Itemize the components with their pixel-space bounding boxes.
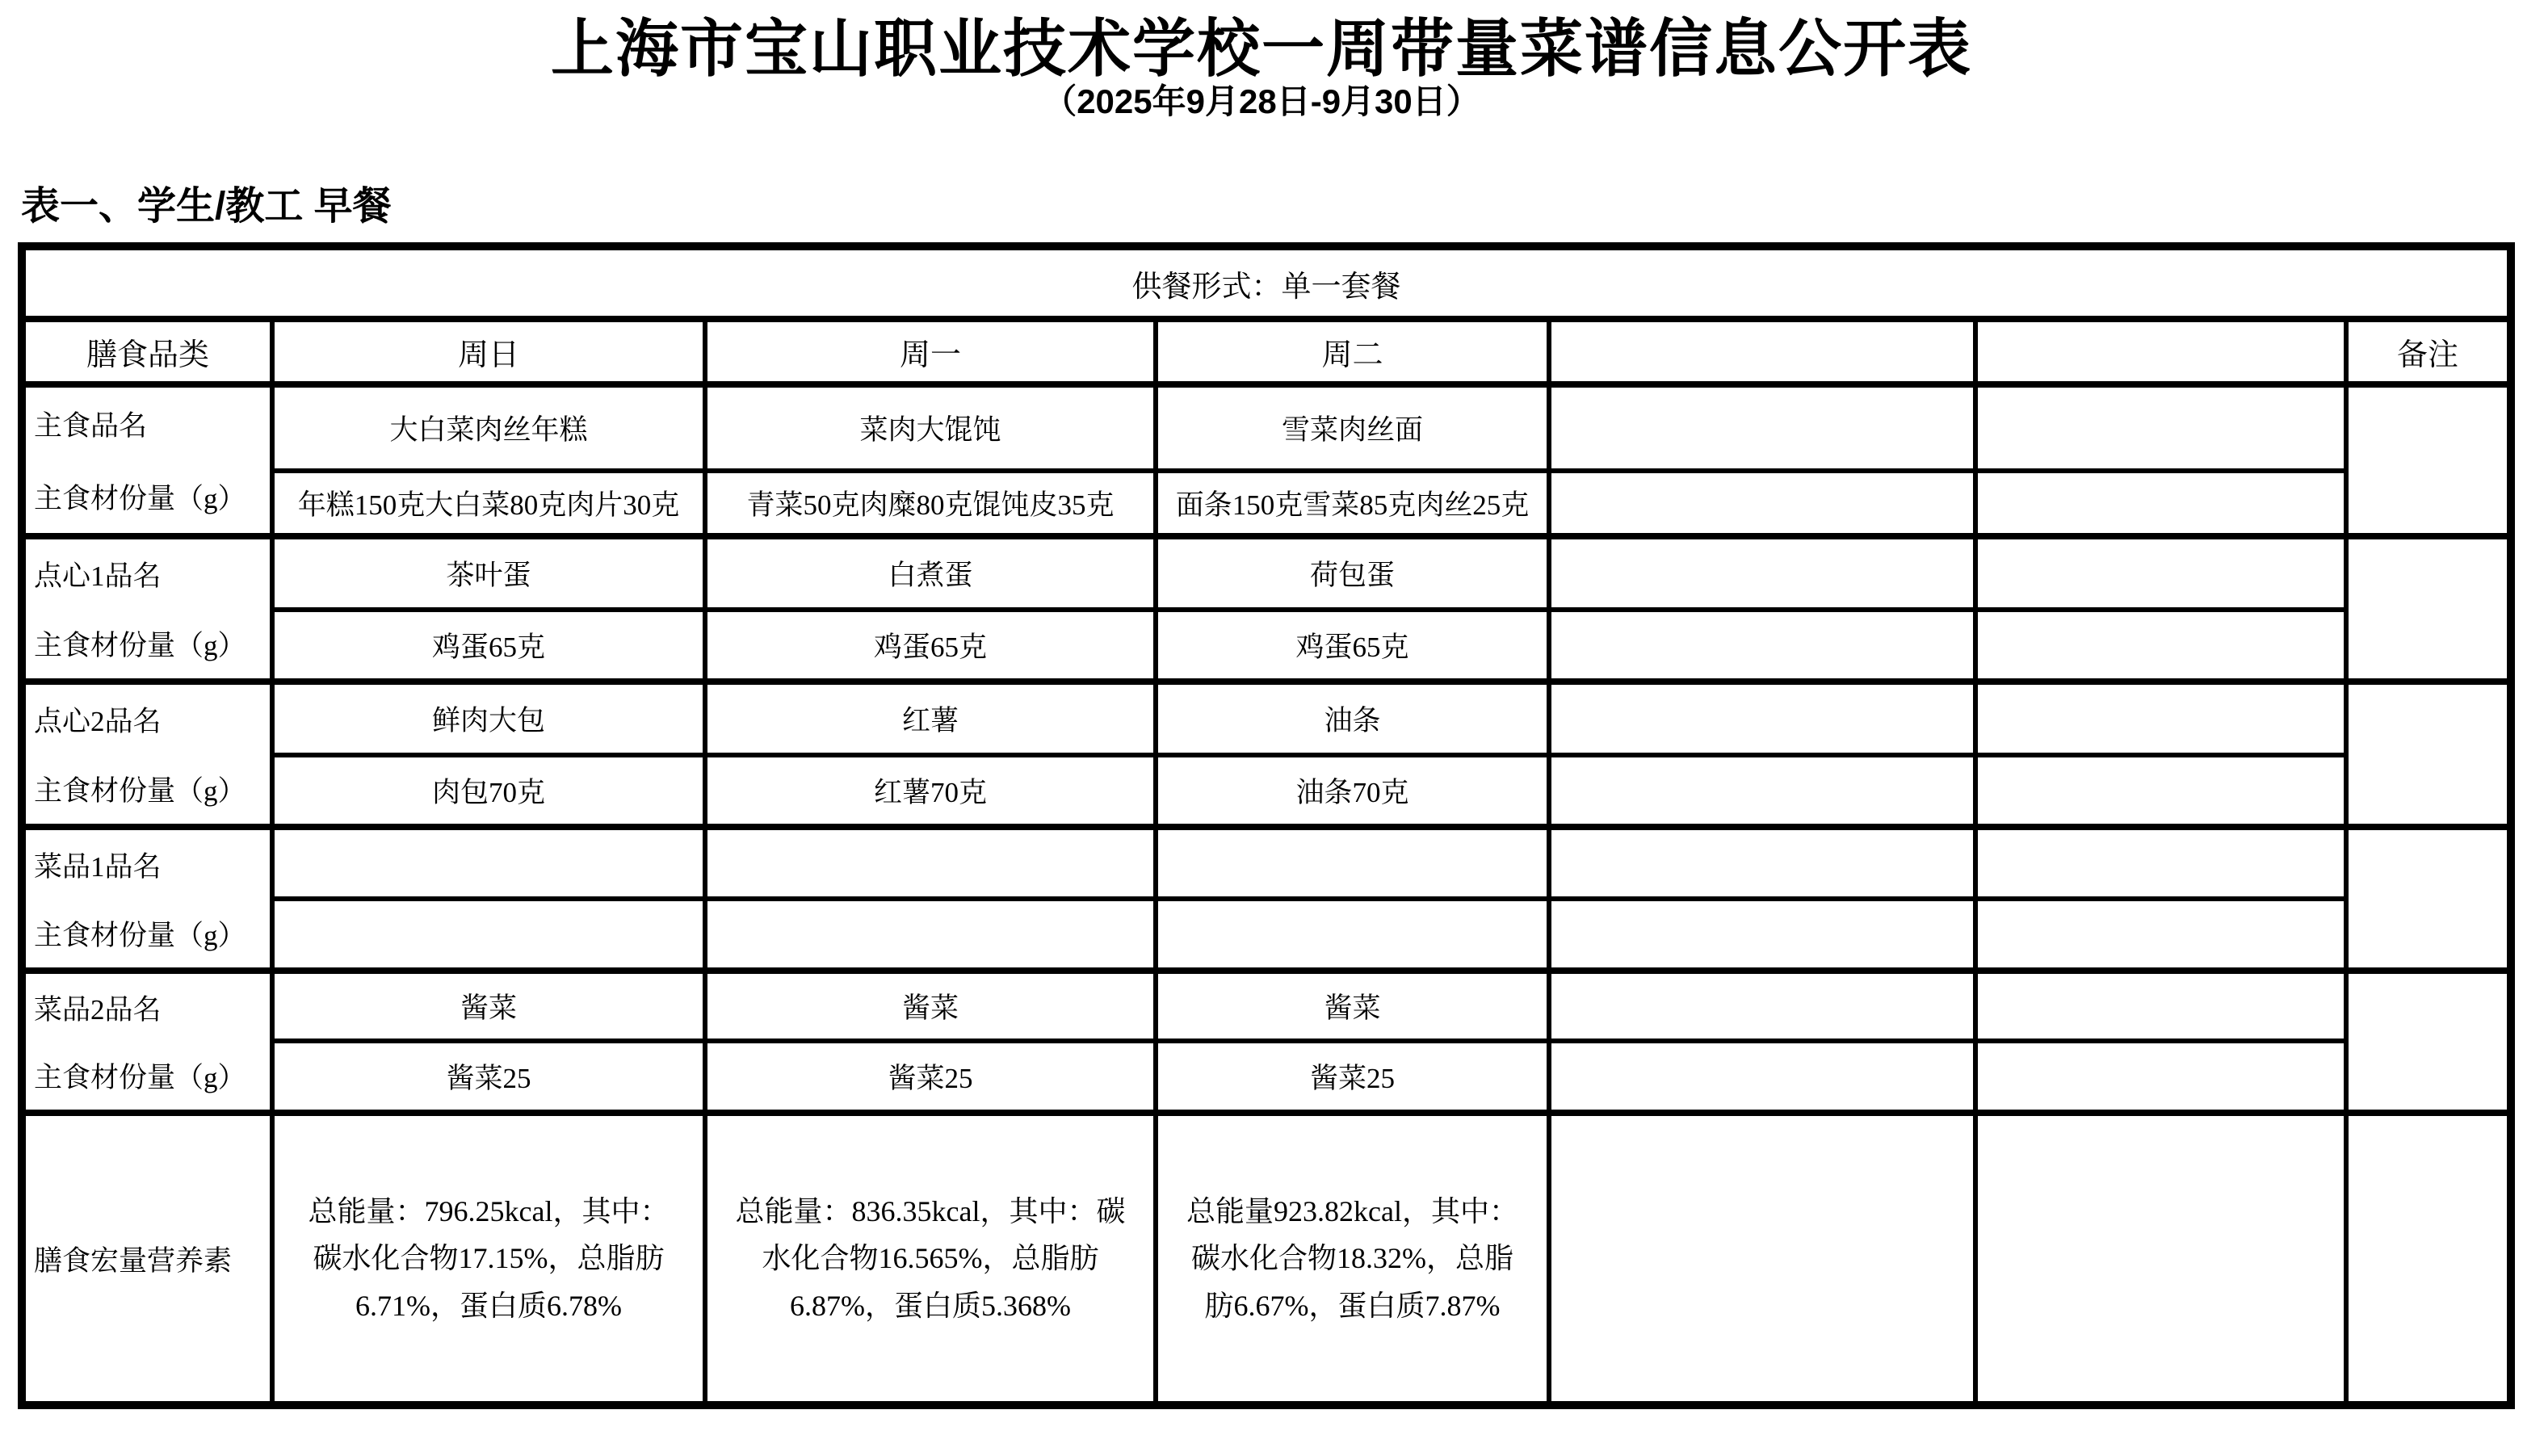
dish2-qty-empty-2 bbox=[1978, 1043, 2349, 1116]
service-note: 供餐形式：单一套餐 bbox=[26, 250, 2507, 322]
dish1-qty-tuesday bbox=[1158, 901, 1551, 974]
staple-name-monday: 菜肉大馄饨 bbox=[707, 388, 1158, 473]
nutrition-empty-1 bbox=[1551, 1116, 1978, 1401]
dish2-name-sunday: 酱菜 bbox=[275, 974, 707, 1043]
staple-qty-tuesday: 面条150克雪菜85克肉丝25克 bbox=[1158, 473, 1551, 539]
snack2-qty-empty-2 bbox=[1978, 757, 2349, 830]
snack1-qty-monday: 鸡蛋65克 bbox=[707, 612, 1158, 685]
header-empty-2 bbox=[1978, 322, 2349, 388]
row-label-snack2-qty: 主食材份量（g） bbox=[34, 775, 246, 807]
nutrition-remark bbox=[2349, 1116, 2507, 1401]
nutrition-tuesday: 总能量923.82kcal，其中：碳水化合物18.32%，总脂肪6.67%，蛋白质7.87% bbox=[1158, 1116, 1551, 1401]
dish1-qty-empty-2 bbox=[1978, 901, 2349, 974]
header-remark: 备注 bbox=[2349, 322, 2507, 388]
header-tuesday: 周二 bbox=[1158, 322, 1551, 388]
staple-qty-monday: 青菜50克肉糜80克馄饨皮35克 bbox=[707, 473, 1158, 539]
snack2-remark bbox=[2349, 685, 2507, 830]
row-label-snack2-name: 点心2品名 bbox=[34, 706, 162, 737]
snack2-name-empty-2 bbox=[1978, 685, 2349, 757]
dish1-qty-monday bbox=[707, 901, 1158, 974]
row-label-dish2-qty: 主食材份量（g） bbox=[34, 1062, 246, 1093]
snack1-name-sunday: 茶叶蛋 bbox=[275, 539, 707, 612]
snack1-name-tuesday: 荷包蛋 bbox=[1158, 539, 1551, 612]
menu-table bbox=[18, 242, 2515, 1409]
header-meal-category: 膳食品类 bbox=[26, 322, 275, 388]
dish2-name-empty-2 bbox=[1978, 974, 2349, 1043]
row-label-dish1-name: 菜品1品名 bbox=[34, 850, 162, 883]
dish1-name-sunday bbox=[275, 830, 707, 901]
header-sunday: 周日 bbox=[275, 322, 707, 388]
snack1-qty-tuesday: 鸡蛋65克 bbox=[1158, 612, 1551, 685]
row-label-dish2-name: 菜品2品名 bbox=[34, 994, 162, 1026]
row-label-staple-name: 主食品名 bbox=[34, 410, 148, 442]
staple-qty-empty-1 bbox=[1551, 473, 1978, 539]
nutrition-monday: 总能量：836.35kcal，其中：碳水化合物16.565%，总脂肪6.87%，蛋白质5.368% bbox=[707, 1116, 1158, 1401]
row-label-dish1 bbox=[26, 830, 275, 974]
snack2-qty-empty-1 bbox=[1551, 757, 1978, 830]
snack2-qty-monday: 红薯70克 bbox=[707, 757, 1158, 830]
snack2-name-monday: 红薯 bbox=[707, 685, 1158, 757]
staple-name-tuesday: 雪菜肉丝面 bbox=[1158, 388, 1551, 473]
row-label-snack2 bbox=[26, 685, 275, 830]
dish2-remark bbox=[2349, 974, 2507, 1116]
snack2-qty-tuesday: 油条70克 bbox=[1158, 757, 1551, 830]
nutrition-empty-2 bbox=[1978, 1116, 2349, 1401]
snack1-qty-empty-1 bbox=[1551, 612, 1978, 685]
dish1-qty-empty-1 bbox=[1551, 901, 1978, 974]
snack2-name-empty-1 bbox=[1551, 685, 1978, 757]
dish1-name-tuesday bbox=[1158, 830, 1551, 901]
dish2-name-monday: 酱菜 bbox=[707, 974, 1158, 1043]
header-monday: 周一 bbox=[707, 322, 1158, 388]
dish1-name-empty-1 bbox=[1551, 830, 1978, 901]
dish2-name-tuesday: 酱菜 bbox=[1158, 974, 1551, 1043]
section-label: 表一、学生/教工 早餐 bbox=[21, 185, 392, 228]
dish1-remark bbox=[2349, 830, 2507, 974]
dish2-qty-empty-1 bbox=[1551, 1043, 1978, 1116]
snack1-name-monday: 白煮蛋 bbox=[707, 539, 1158, 612]
nutrition-sunday: 总能量：796.25kcal，其中：碳水化合物17.15%，总脂肪6.71%，蛋白质6.78% bbox=[275, 1116, 707, 1401]
staple-qty-empty-2 bbox=[1978, 473, 2349, 539]
row-label-staple-qty: 主食材份量（g） bbox=[34, 483, 246, 514]
header-empty-1 bbox=[1551, 322, 1978, 388]
dish2-qty-monday: 酱菜25 bbox=[707, 1043, 1158, 1116]
snack1-name-empty-1 bbox=[1551, 539, 1978, 612]
dish1-name-monday bbox=[707, 830, 1158, 901]
row-label-snack1-qty: 主食材份量（g） bbox=[34, 630, 246, 661]
snack1-qty-sunday: 鸡蛋65克 bbox=[275, 612, 707, 685]
page-title: 上海市宝山职业技术学校一周带量菜谱信息公开表 bbox=[550, 13, 1972, 84]
snack2-name-sunday: 鲜肉大包 bbox=[275, 685, 707, 757]
snack2-name-tuesday: 油条 bbox=[1158, 685, 1551, 757]
snack2-qty-sunday: 肉包70克 bbox=[275, 757, 707, 830]
staple-qty-sunday: 年糕150克大白菜80克肉片30克 bbox=[275, 473, 707, 539]
page-subtitle: （2025年9月28日-9月30日） bbox=[1043, 82, 1480, 120]
row-label-nutrition: 膳食宏量营养素 bbox=[26, 1116, 275, 1401]
row-label-snack1-name: 点心1品名 bbox=[34, 560, 162, 592]
dish2-qty-sunday: 酱菜25 bbox=[275, 1043, 707, 1116]
dish1-name-empty-2 bbox=[1978, 830, 2349, 901]
row-label-dish1-qty: 主食材份量（g） bbox=[34, 919, 246, 951]
row-label-dish2 bbox=[26, 974, 275, 1116]
staple-name-empty-1 bbox=[1551, 388, 1978, 473]
snack1-qty-empty-2 bbox=[1978, 612, 2349, 685]
dish1-qty-sunday bbox=[275, 901, 707, 974]
row-label-staple bbox=[26, 388, 275, 539]
dish2-qty-tuesday: 酱菜25 bbox=[1158, 1043, 1551, 1116]
row-label-snack1 bbox=[26, 539, 275, 685]
staple-name-sunday: 大白菜肉丝年糕 bbox=[275, 388, 707, 473]
dish2-name-empty-1 bbox=[1551, 974, 1978, 1043]
staple-name-empty-2 bbox=[1978, 388, 2349, 473]
snack1-remark bbox=[2349, 539, 2507, 685]
snack1-name-empty-2 bbox=[1978, 539, 2349, 612]
staple-remark bbox=[2349, 388, 2507, 539]
